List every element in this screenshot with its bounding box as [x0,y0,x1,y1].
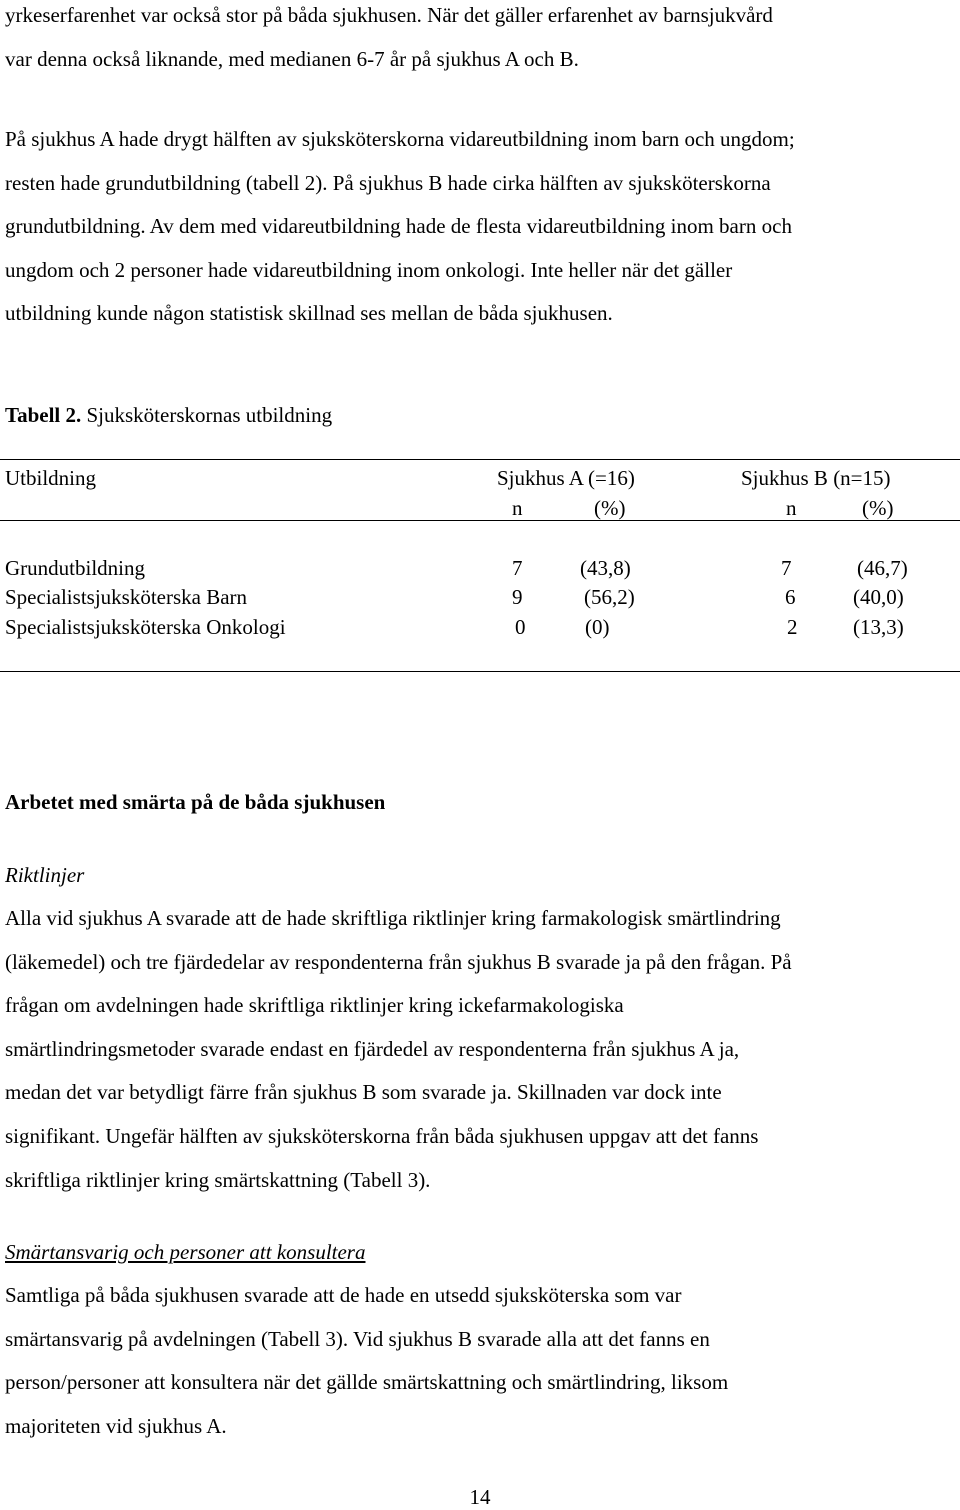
row-label: Specialistsjuksköterska Onkologi [5,615,286,639]
table-header-sjukhus-a: Sjukhus A (=16) [497,466,635,490]
row-label: Specialistsjuksköterska Barn [5,585,248,609]
row-a-pct: (43,8) [580,556,631,580]
table-caption [5,403,332,428]
table-subheader-b-pct: (%) [862,496,894,520]
row-a-n: 0 [515,615,526,639]
row-a-n: 9 [512,585,523,609]
smartansvarig-paragraph: Samtliga på båda sjukhusen svarade att de hade en utsedd sjuksköterska som var smärtansvarig på avdelningen (Tabell 3). Vid sjukhus B svarade alla att det fanns en person/personer att konsultera när det gällde smärtskattning och smärtlindring, liksom majoriteten vid sjukhus A. [5,1283,729,1438]
row-b-n: 7 [781,556,792,580]
row-b-pct: (40,0) [853,585,904,609]
row-label: Grundutbildning [5,556,145,580]
row-b-n: 6 [785,585,796,609]
page-number: 14 [469,1485,491,1509]
table-subheader-a-n: n [512,496,523,520]
table-caption-label: Tabell 2. [5,403,82,427]
row-b-pct: (13,3) [853,615,904,639]
education-paragraph: På sjukhus A hade drygt hälften av sjuksköterskorna vidareutbildning inom barn och ungdom; resten hade grundutbildning (tabell 2). På sjukhus B hade cirka hälften av sjuksköterskorna grundutbildning. Av dem med vidareutbildning hade de flesta vidareutbildning inom barn och ungdom och 2 personer hade vidareutbildning inom onkologi. Inte heller när det gäller utbildning kunde någon statistisk skillnad ses mellan de båda sjukhusen. [5,127,795,326]
subsection-heading-riktlinjer: Riktlinjer [5,863,85,887]
table-subheader-a-pct: (%) [594,496,626,520]
row-a-n: 7 [512,556,523,580]
riktlinjer-paragraph: Alla vid sjukhus A svarade att de hade skriftliga riktlinjer kring farmakologisk smärtlindring (läkemedel) och tre fjärdedelar av respondenterna från sjukhus B svarade ja på den frågan. På frågan om avdelningen hade skriftliga riktlinjer kring ickefarmakologiska smärtlindringsmetoder svarade endast en fjärdedel av respondenterna från sjukhus A ja, medan det var betydligt färre från sjukhus B som svarade ja. Skillnaden var dock inte signifikant. Ungefär hälften av sjuksköterskorna från båda sjukhusen uppgav att det fanns skriftliga riktlinjer kring smärtskattning (Tabell 3). [5,906,792,1192]
table-caption-text: Sjuksköterskornas utbildning [81,403,333,427]
table-header-sjukhus-b: Sjukhus B (n=15) [741,466,891,490]
table-header-utbildning: Utbildning [5,466,97,490]
table-top-rule [0,459,960,460]
subsection-heading-smartansvarig: Smärtansvarig och personer att konsultera [5,1240,366,1264]
row-a-pct: (0) [585,615,610,639]
table-subheader-b-n: n [786,496,797,520]
section-heading: Arbetet med smärta på de båda sjukhusen [5,790,386,814]
row-a-pct: (56,2) [584,585,635,609]
table-header-rule [0,520,960,521]
intro-paragraph: yrkeserfarenhet var också stor på båda sjukhusen. När det gäller erfarenhet av barnsjukvård var denna också liknande, med medianen 6-7 år på sjukhus A och B. [5,3,773,71]
row-b-n: 2 [787,615,798,639]
row-b-pct: (46,7) [857,556,908,580]
table-bottom-rule [0,671,960,672]
